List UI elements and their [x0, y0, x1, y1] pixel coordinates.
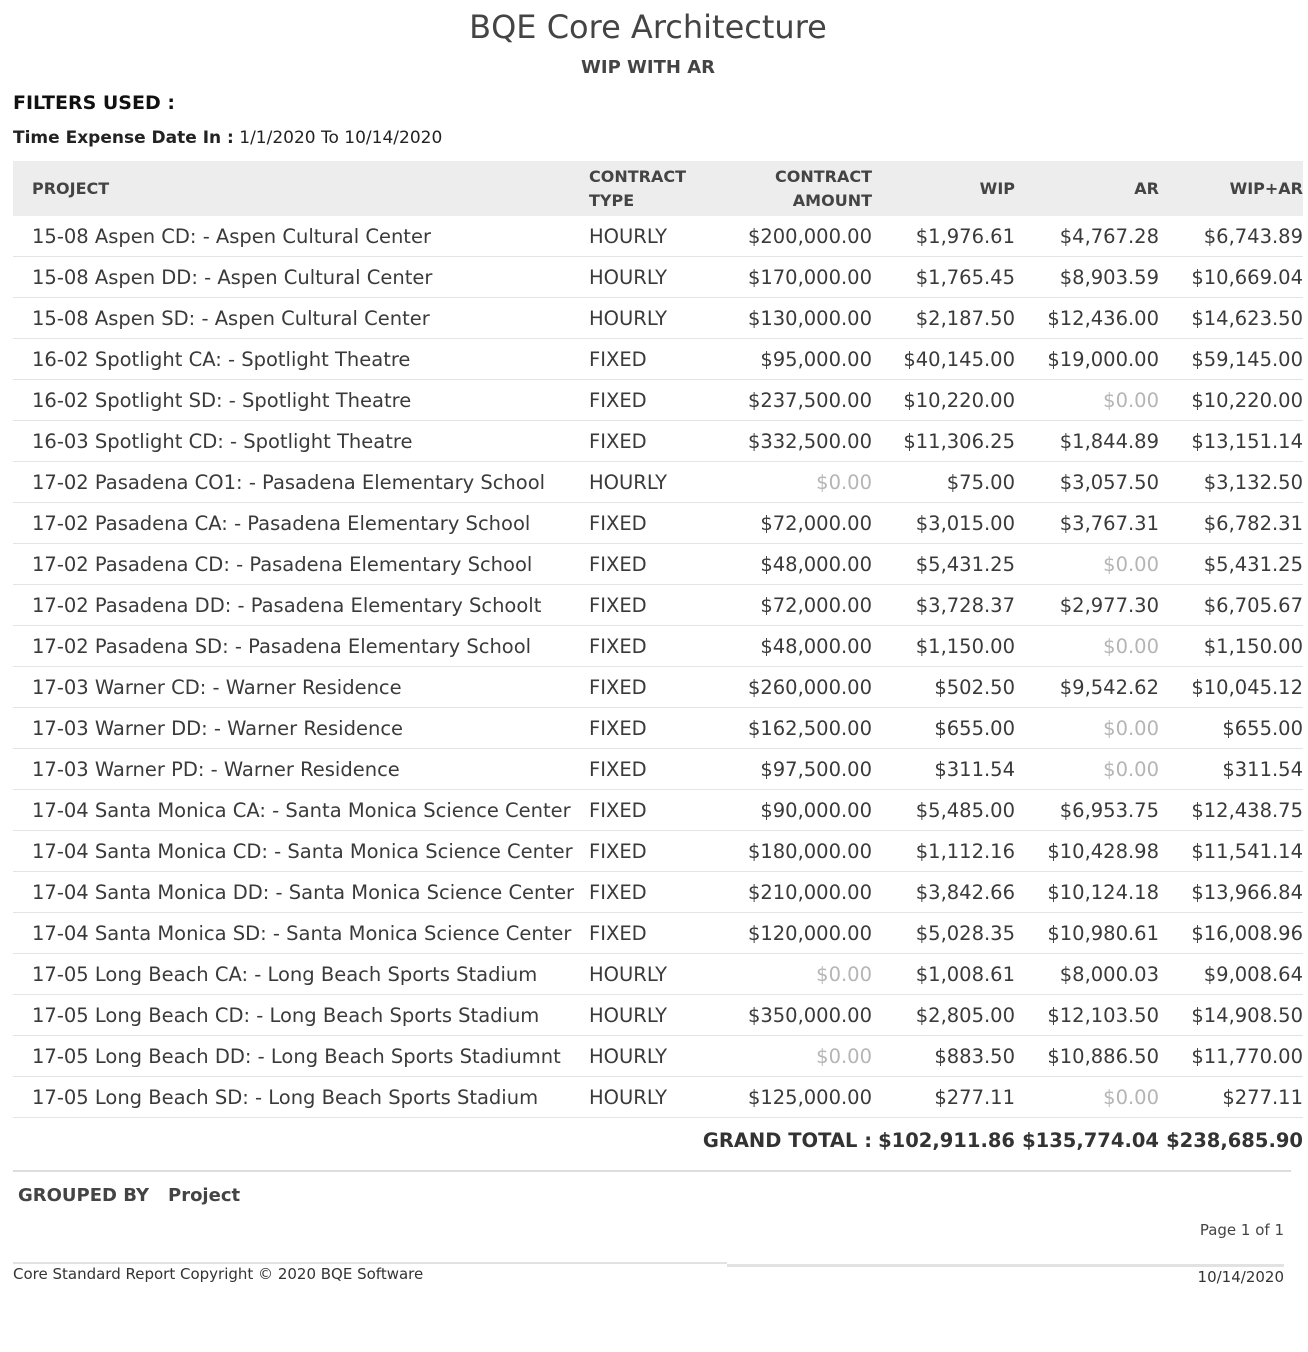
cell-contract-amount: $130,000.00 — [709, 298, 872, 339]
cell-wip-ar: $5,431.25 — [1159, 544, 1303, 585]
table-row — [13, 544, 1303, 585]
cell-contract-amount: $170,000.00 — [709, 257, 872, 298]
cell-contract-type: HOURLY — [589, 954, 709, 995]
table-row — [13, 954, 1303, 995]
col-header-wip-ar: WIP+AR — [1159, 161, 1303, 216]
grouped-by-label: GROUPED BY — [18, 1185, 150, 1206]
cell-project: 17-04 Santa Monica DD: - Santa Monica Science Center — [13, 872, 589, 913]
grand-total-row — [13, 1118, 1303, 1163]
filters-title: FILTERS USED : — [13, 92, 175, 114]
cell-wip: $3,015.00 — [872, 503, 1015, 544]
table-row — [13, 995, 1303, 1036]
cell-contract-amount: $0.00 — [709, 1036, 872, 1077]
cell-project: 17-05 Long Beach CA: - Long Beach Sports Stadium — [13, 954, 589, 995]
cell-contract-amount: $260,000.00 — [709, 667, 872, 708]
table-header-row — [13, 161, 1303, 216]
cell-project: 15-08 Aspen DD: - Aspen Cultural Center — [13, 257, 589, 298]
cell-contract-amount: $48,000.00 — [709, 544, 872, 585]
grand-total-wip-ar: $238,685.90 — [1166, 1128, 1303, 1152]
grand-total-wip: $102,911.86 — [878, 1128, 1015, 1152]
cell-contract-type: FIXED — [589, 913, 709, 954]
cell-project: 17-03 Warner CD: - Warner Residence — [13, 667, 589, 708]
cell-wip: $502.50 — [872, 667, 1015, 708]
cell-wip: $2,187.50 — [872, 298, 1015, 339]
cell-project: 17-02 Pasadena CD: - Pasadena Elementary School — [13, 544, 589, 585]
cell-contract-type: FIXED — [589, 626, 709, 667]
cell-project: 15-08 Aspen SD: - Aspen Cultural Center — [13, 298, 589, 339]
table-row — [13, 667, 1303, 708]
table-row — [13, 257, 1303, 298]
cell-wip-ar: $14,623.50 — [1159, 298, 1303, 339]
table-row — [13, 216, 1303, 257]
cell-ar: $10,428.98 — [1015, 831, 1159, 872]
cell-project: 17-03 Warner DD: - Warner Residence — [13, 708, 589, 749]
cell-ar: $3,057.50 — [1015, 462, 1159, 503]
cell-contract-type: HOURLY — [589, 1036, 709, 1077]
cell-wip-ar: $10,220.00 — [1159, 380, 1303, 421]
cell-contract-amount: $180,000.00 — [709, 831, 872, 872]
cell-project: 17-03 Warner PD: - Warner Residence — [13, 749, 589, 790]
cell-wip: $1,150.00 — [872, 626, 1015, 667]
cell-wip: $1,112.16 — [872, 831, 1015, 872]
cell-contract-amount: $332,500.00 — [709, 421, 872, 462]
cell-project: 17-02 Pasadena CO1: - Pasadena Elementary School — [13, 462, 589, 503]
cell-project: 17-04 Santa Monica CA: - Santa Monica Science Center — [13, 790, 589, 831]
table-row — [13, 831, 1303, 872]
grouped-by-value: Project — [168, 1185, 241, 1206]
cell-contract-type: HOURLY — [589, 257, 709, 298]
cell-wip-ar: $6,782.31 — [1159, 503, 1303, 544]
cell-project: 17-05 Long Beach SD: - Long Beach Sports Stadium — [13, 1077, 589, 1118]
cell-wip: $883.50 — [872, 1036, 1015, 1077]
cell-contract-amount: $95,000.00 — [709, 339, 872, 380]
col-header-contract-amount-line2: AMOUNT — [792, 190, 872, 210]
cell-contract-type: FIXED — [589, 503, 709, 544]
cell-wip: $40,145.00 — [872, 339, 1015, 380]
cell-ar: $19,000.00 — [1015, 339, 1159, 380]
cell-project: 17-05 Long Beach CD: - Long Beach Sports Stadium — [13, 995, 589, 1036]
cell-contract-type: FIXED — [589, 380, 709, 421]
footer-divider-right — [727, 1264, 1284, 1267]
cell-ar: $2,977.30 — [1015, 585, 1159, 626]
cell-project: 17-04 Santa Monica CD: - Santa Monica Science Center — [13, 831, 589, 872]
cell-wip: $1,008.61 — [872, 954, 1015, 995]
table-row — [13, 339, 1303, 380]
cell-ar: $1,844.89 — [1015, 421, 1159, 462]
cell-wip-ar: $12,438.75 — [1159, 790, 1303, 831]
cell-wip: $1,765.45 — [872, 257, 1015, 298]
filter-line — [13, 128, 442, 148]
cell-contract-type: HOURLY — [589, 1077, 709, 1118]
table-row — [13, 790, 1303, 831]
cell-project: 17-02 Pasadena CA: - Pasadena Elementary School — [13, 503, 589, 544]
cell-project: 16-02 Spotlight CA: - Spotlight Theatre — [13, 339, 589, 380]
cell-wip-ar: $6,743.89 — [1159, 216, 1303, 257]
cell-contract-type: FIXED — [589, 831, 709, 872]
cell-wip: $3,842.66 — [872, 872, 1015, 913]
cell-wip-ar: $13,151.14 — [1159, 421, 1303, 462]
cell-ar: $0.00 — [1015, 749, 1159, 790]
cell-contract-type: FIXED — [589, 339, 709, 380]
table-row — [13, 1077, 1303, 1118]
cell-wip-ar: $311.54 — [1159, 749, 1303, 790]
cell-wip: $2,805.00 — [872, 995, 1015, 1036]
cell-ar: $10,124.18 — [1015, 872, 1159, 913]
wip-ar-table — [13, 161, 1303, 1162]
cell-wip: $5,028.35 — [872, 913, 1015, 954]
cell-project: 17-05 Long Beach DD: - Long Beach Sports Stadiumnt — [13, 1036, 589, 1077]
cell-ar: $0.00 — [1015, 544, 1159, 585]
cell-contract-amount: $72,000.00 — [709, 503, 872, 544]
table-row — [13, 626, 1303, 667]
divider — [13, 1170, 1291, 1172]
cell-contract-type: FIXED — [589, 749, 709, 790]
cell-ar: $8,000.03 — [1015, 954, 1159, 995]
cell-contract-type: HOURLY — [589, 216, 709, 257]
cell-wip: $311.54 — [872, 749, 1015, 790]
col-header-wip: WIP — [872, 161, 1015, 216]
cell-project: 17-02 Pasadena DD: - Pasadena Elementary Schoolt — [13, 585, 589, 626]
table-row — [13, 585, 1303, 626]
cell-wip-ar: $11,541.14 — [1159, 831, 1303, 872]
cell-project: 17-04 Santa Monica SD: - Santa Monica Science Center — [13, 913, 589, 954]
cell-contract-amount: $48,000.00 — [709, 626, 872, 667]
cell-contract-amount: $125,000.00 — [709, 1077, 872, 1118]
cell-contract-amount: $237,500.00 — [709, 380, 872, 421]
cell-contract-type: FIXED — [589, 667, 709, 708]
cell-ar: $0.00 — [1015, 380, 1159, 421]
cell-contract-amount: $72,000.00 — [709, 585, 872, 626]
cell-contract-type: HOURLY — [589, 298, 709, 339]
table-row — [13, 380, 1303, 421]
cell-contract-amount: $200,000.00 — [709, 216, 872, 257]
col-header-contract-type-line2: TYPE — [589, 190, 635, 210]
cell-ar: $0.00 — [1015, 626, 1159, 667]
cell-contract-amount: $162,500.00 — [709, 708, 872, 749]
table-row — [13, 462, 1303, 503]
cell-ar: $6,953.75 — [1015, 790, 1159, 831]
col-header-contract-type-line1: CONTRACT — [589, 166, 687, 186]
cell-wip-ar: $59,145.00 — [1159, 339, 1303, 380]
cell-wip: $5,485.00 — [872, 790, 1015, 831]
cell-wip-ar: $10,045.12 — [1159, 667, 1303, 708]
cell-contract-type: FIXED — [589, 585, 709, 626]
col-header-contract-type — [589, 161, 709, 216]
cell-wip: $75.00 — [872, 462, 1015, 503]
cell-contract-amount: $97,500.00 — [709, 749, 872, 790]
table-row — [13, 503, 1303, 544]
table-row — [13, 913, 1303, 954]
table-row — [13, 749, 1303, 790]
cell-contract-amount: $120,000.00 — [709, 913, 872, 954]
cell-ar: $10,886.50 — [1015, 1036, 1159, 1077]
filter-value: 1/1/2020 To 10/14/2020 — [239, 128, 443, 148]
copyright: Core Standard Report Copyright © 2020 BQE Software — [13, 1265, 424, 1283]
cell-contract-type: FIXED — [589, 421, 709, 462]
cell-wip-ar: $9,008.64 — [1159, 954, 1303, 995]
cell-project: 17-02 Pasadena SD: - Pasadena Elementary School — [13, 626, 589, 667]
cell-wip: $655.00 — [872, 708, 1015, 749]
cell-project: 16-03 Spotlight CD: - Spotlight Theatre — [13, 421, 589, 462]
cell-ar: $3,767.31 — [1015, 503, 1159, 544]
cell-contract-amount: $0.00 — [709, 954, 872, 995]
cell-ar: $4,767.28 — [1015, 216, 1159, 257]
company-name: BQE Core Architecture — [469, 8, 827, 46]
cell-wip-ar: $13,966.84 — [1159, 872, 1303, 913]
table-row — [13, 872, 1303, 913]
cell-contract-amount: $350,000.00 — [709, 995, 872, 1036]
cell-project: 16-02 Spotlight SD: - Spotlight Theatre — [13, 380, 589, 421]
filter-label: Time Expense Date In : — [13, 128, 234, 148]
cell-contract-type: FIXED — [589, 544, 709, 585]
cell-wip: $1,976.61 — [872, 216, 1015, 257]
col-header-contract-amount — [709, 161, 872, 216]
page-number: Page 1 of 1 — [1199, 1221, 1284, 1239]
cell-wip-ar: $1,150.00 — [1159, 626, 1303, 667]
cell-wip-ar: $16,008.96 — [1159, 913, 1303, 954]
cell-wip: $5,431.25 — [872, 544, 1015, 585]
grand-total-label: GRAND TOTAL : — [702, 1128, 872, 1152]
cell-contract-amount: $90,000.00 — [709, 790, 872, 831]
report-date: 10/14/2020 — [1197, 1268, 1284, 1286]
cell-wip: $3,728.37 — [872, 585, 1015, 626]
cell-wip-ar: $10,669.04 — [1159, 257, 1303, 298]
cell-project: 15-08 Aspen CD: - Aspen Cultural Center — [13, 216, 589, 257]
cell-contract-amount: $0.00 — [709, 462, 872, 503]
table-row — [13, 1036, 1303, 1077]
grand-total-ar: $135,774.04 — [1022, 1128, 1159, 1152]
cell-wip-ar: $14,908.50 — [1159, 995, 1303, 1036]
cell-ar: $0.00 — [1015, 1077, 1159, 1118]
cell-wip: $10,220.00 — [872, 380, 1015, 421]
report-title: WIP WITH AR — [581, 57, 715, 78]
footer-divider-left — [13, 1262, 727, 1264]
cell-ar: $9,542.62 — [1015, 667, 1159, 708]
cell-contract-type: FIXED — [589, 790, 709, 831]
cell-contract-type: HOURLY — [589, 462, 709, 503]
cell-contract-type: HOURLY — [589, 995, 709, 1036]
cell-ar: $12,103.50 — [1015, 995, 1159, 1036]
table-row — [13, 708, 1303, 749]
cell-ar: $12,436.00 — [1015, 298, 1159, 339]
cell-wip-ar: $655.00 — [1159, 708, 1303, 749]
col-header-project: PROJECT — [13, 161, 589, 216]
cell-ar: $10,980.61 — [1015, 913, 1159, 954]
cell-wip-ar: $277.11 — [1159, 1077, 1303, 1118]
table-row — [13, 421, 1303, 462]
cell-wip-ar: $6,705.67 — [1159, 585, 1303, 626]
cell-ar: $0.00 — [1015, 708, 1159, 749]
cell-wip-ar: $11,770.00 — [1159, 1036, 1303, 1077]
cell-wip: $11,306.25 — [872, 421, 1015, 462]
cell-contract-type: FIXED — [589, 708, 709, 749]
cell-contract-amount: $210,000.00 — [709, 872, 872, 913]
cell-ar: $8,903.59 — [1015, 257, 1159, 298]
cell-contract-type: FIXED — [589, 872, 709, 913]
table-row — [13, 298, 1303, 339]
col-header-ar: AR — [1015, 161, 1159, 216]
cell-wip: $277.11 — [872, 1077, 1015, 1118]
cell-wip-ar: $3,132.50 — [1159, 462, 1303, 503]
col-header-contract-amount-line1: CONTRACT — [774, 166, 872, 186]
